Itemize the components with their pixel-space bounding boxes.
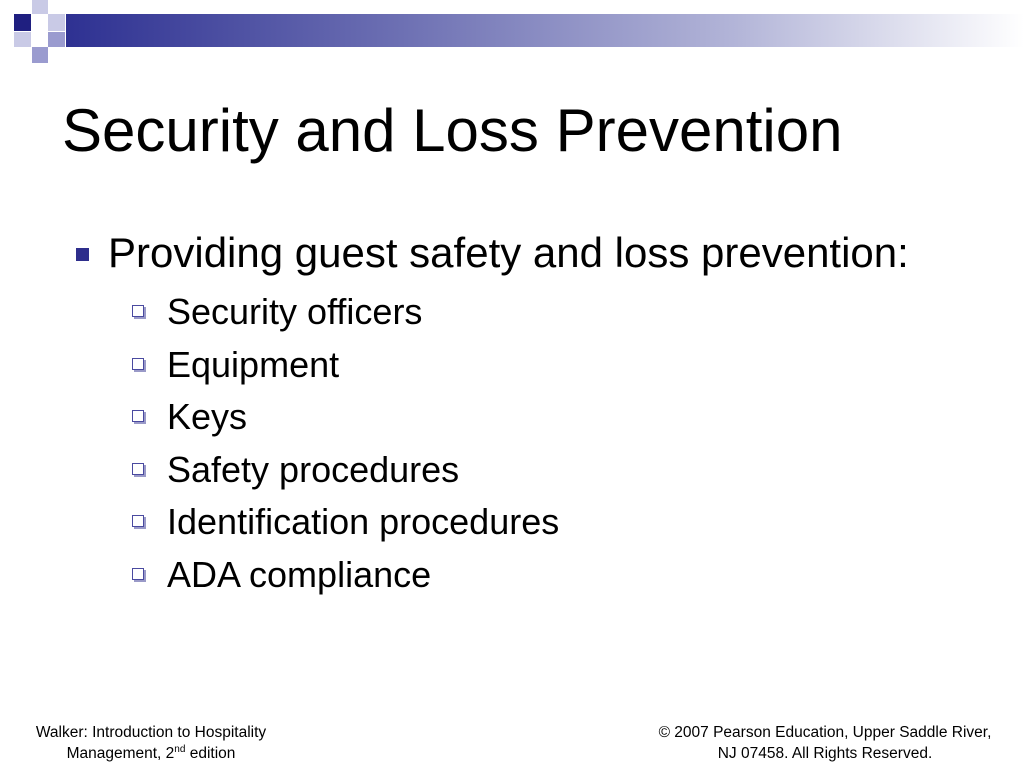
hollow-square-bullet-icon bbox=[132, 568, 144, 580]
sub-bullet-text: Identification procedures bbox=[167, 501, 560, 542]
main-bullet-item bbox=[72, 228, 952, 278]
footer-copyright-line2: NJ 07458. All Rights Reserved. bbox=[717, 745, 933, 762]
hollow-square-bullet-icon bbox=[132, 358, 144, 370]
sub-bullet-item bbox=[130, 286, 952, 339]
footer-citation-text: Management, 2 bbox=[66, 745, 175, 762]
footer-citation-superscript: nd bbox=[174, 743, 186, 755]
deco-square bbox=[48, 32, 65, 47]
header-decoration bbox=[0, 0, 1024, 64]
hollow-square-bullet-icon bbox=[132, 410, 144, 422]
hollow-square-bullet-icon bbox=[132, 305, 144, 317]
footer-citation bbox=[22, 722, 280, 764]
hollow-square-bullet-icon bbox=[132, 515, 144, 527]
sub-bullet-text: Keys bbox=[167, 396, 248, 437]
sub-bullet-list bbox=[72, 286, 952, 601]
hollow-square-bullet-icon bbox=[132, 463, 144, 475]
footer-citation-line1: Walker: Introduction to Hospitality bbox=[35, 724, 267, 741]
deco-square bbox=[32, 0, 48, 14]
sub-bullet-text: Security officers bbox=[167, 291, 423, 332]
sub-bullet-item bbox=[130, 391, 952, 444]
header-gradient-bar bbox=[66, 14, 1024, 47]
main-bullet-text: Providing guest safety and loss prevention: bbox=[108, 229, 909, 276]
sub-bullet-item bbox=[130, 444, 952, 497]
slide-title: Security and Loss Prevention bbox=[62, 97, 843, 164]
deco-square bbox=[32, 47, 48, 63]
footer-citation-line2 bbox=[22, 743, 280, 764]
footer-citation-text: edition bbox=[185, 745, 236, 762]
sub-bullet-item bbox=[130, 339, 952, 392]
sub-bullet-text: ADA compliance bbox=[167, 553, 432, 595]
deco-square bbox=[48, 14, 65, 31]
slide-content bbox=[72, 228, 952, 601]
sub-bullet-text: Equipment bbox=[167, 343, 340, 385]
deco-square bbox=[14, 14, 31, 31]
square-bullet-icon bbox=[76, 248, 89, 261]
sub-bullet-item bbox=[130, 549, 952, 602]
deco-square bbox=[32, 14, 48, 31]
sub-bullet-item bbox=[130, 496, 952, 549]
sub-bullet-text: Safety procedures bbox=[167, 448, 460, 490]
footer-copyright bbox=[640, 722, 1010, 764]
deco-square bbox=[14, 32, 31, 47]
footer-copyright-line1: © 2007 Pearson Education, Upper Saddle River, bbox=[658, 724, 992, 741]
